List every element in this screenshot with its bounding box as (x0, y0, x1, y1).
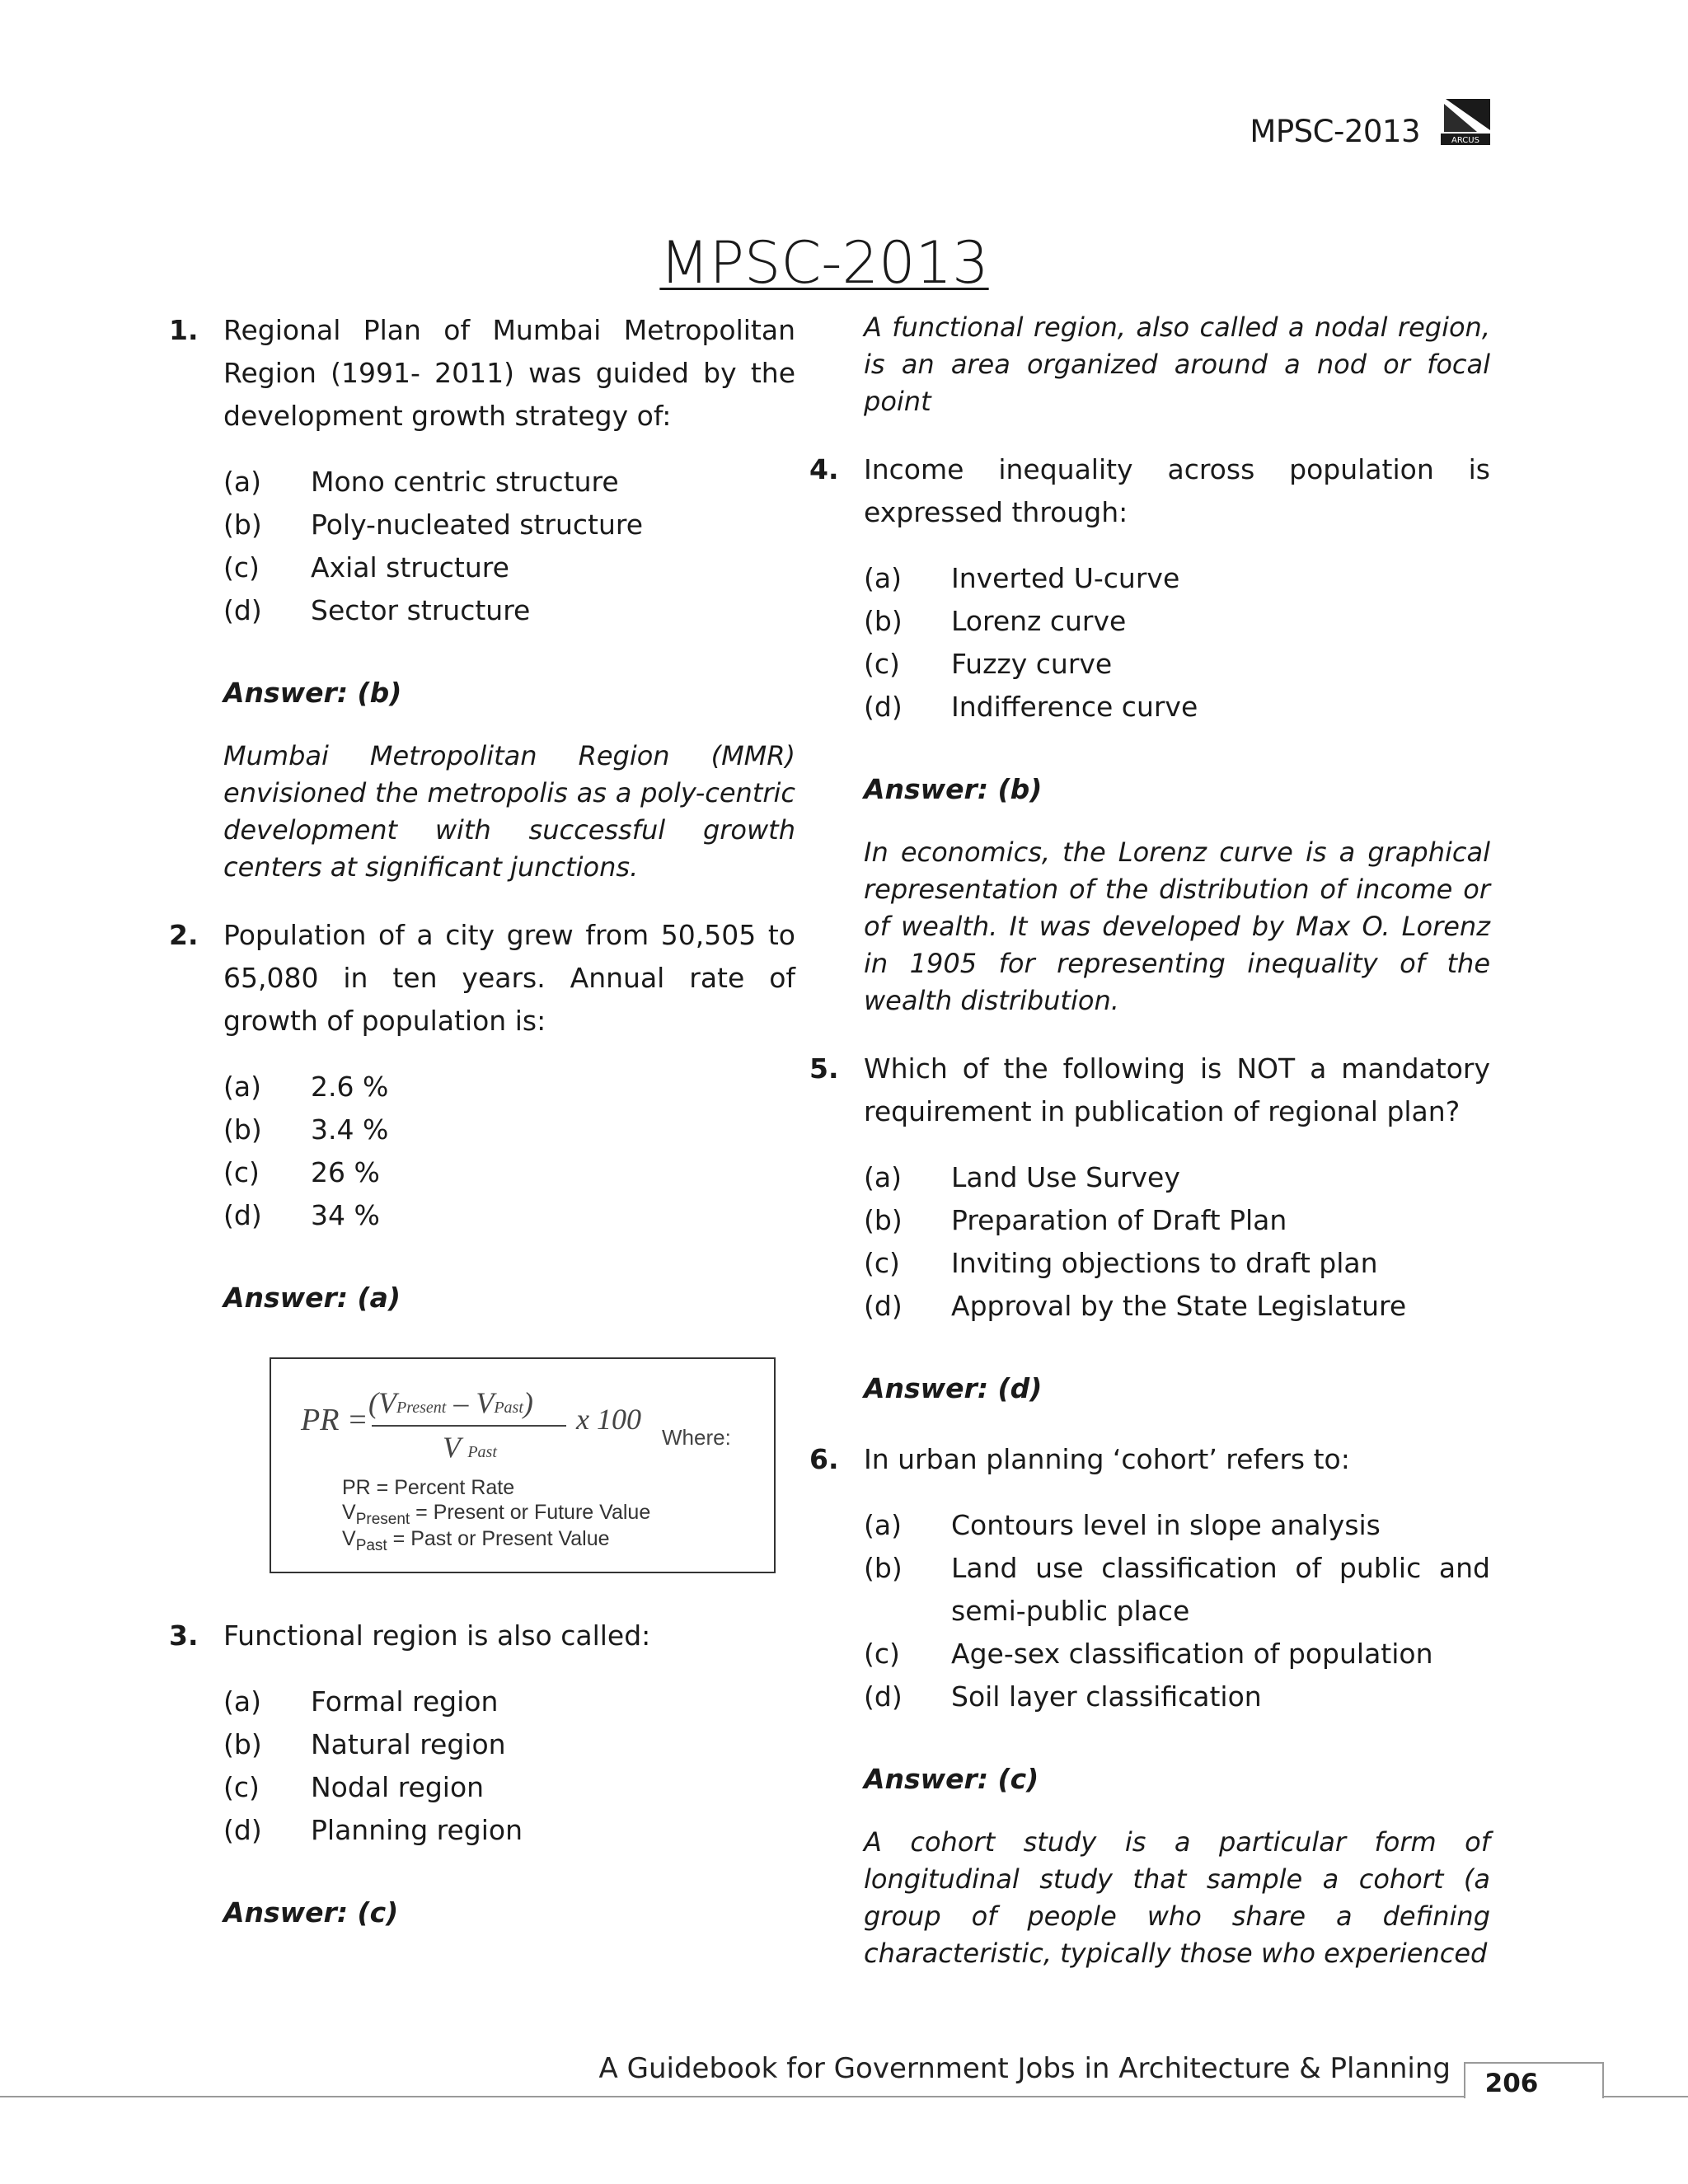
footer-divider (0, 2096, 1688, 2097)
question-6 (809, 1438, 1490, 1972)
option: (d) Indifference curve (864, 691, 1198, 723)
answer: Answer: (b) (223, 677, 402, 709)
question-number: 2. (169, 919, 199, 951)
option: (b) 3.4 % (223, 1113, 389, 1146)
question-number: 1. (169, 314, 199, 346)
option: (c) Axial structure (223, 551, 509, 583)
question-text: Regional Plan of Mumbai Metropolitan Region (1991- 2011) was guided by the development growth strategy of: (223, 314, 795, 432)
question-5 (809, 1047, 1490, 1410)
answer: Answer: (d) (864, 1372, 1043, 1404)
question-4 (809, 448, 1490, 1019)
answer: Answer: (b) (864, 773, 1043, 805)
formula-multiplier: x 100 (576, 1403, 641, 1436)
option: (d) Sector structure (223, 594, 531, 626)
option: (b) Natural region (223, 1728, 506, 1760)
explanation: Mumbai Metropolitan Region (MMR) envisioned the metropolis as a poly-centric development with successful growth centers at significant junctions. (223, 740, 795, 883)
option: (b) Land use classification of public and semi-public place (864, 1552, 1490, 1627)
options-list (864, 557, 1490, 729)
question-text: Population of a city grew from 50,505 to 65,080 in ten years. Annual rate of growth of population is: (223, 919, 795, 1037)
option: (c) Inviting objections to draft plan (864, 1247, 1378, 1279)
option: (a) Formal region (223, 1685, 499, 1718)
question-number: 6. (809, 1443, 839, 1475)
option: (c) Age-sex classification of population (864, 1638, 1433, 1670)
option: (b) Poly-nucleated structure (223, 509, 644, 541)
formula-legend-past: $V_{Past}$ = Past or Present Value (342, 1527, 610, 1554)
option: (b) Preparation of Draft Plan (864, 1204, 1287, 1236)
answer: Answer: (a) (223, 1282, 401, 1314)
options-list (864, 1504, 1490, 1718)
explanation: In economics, the Lorenz curve is a graphical representation of the distribution of income or of wealth. It was developed by Max O. Lorenz in 1905 for representing inequality of the wealth distribution. (864, 837, 1490, 1016)
option: (a) Inverted U-curve (864, 562, 1180, 594)
question-text: Income inequality across population is expressed through: (864, 453, 1490, 528)
option: (d) Soil layer classification (864, 1680, 1262, 1713)
option: (a) Contours level in slope analysis (864, 1509, 1381, 1541)
options-list (223, 1680, 795, 1852)
footer-text: A Guidebook for Government Jobs in Architecture & Planning (598, 2052, 1451, 2085)
header-title: MPSC-2013 (1250, 114, 1420, 149)
option: (d) Approval by the State Legislature (864, 1290, 1407, 1322)
formula-legend-present: $V_{Present}$ = Present or Future Value (342, 1501, 651, 1528)
option: (d) Planning region (223, 1814, 523, 1846)
formula-denominator: V Past (443, 1431, 497, 1464)
left-column (169, 309, 795, 1962)
question-number: 3. (169, 1619, 199, 1652)
options-list (864, 1156, 1490, 1328)
option: (d) 34 % (223, 1199, 380, 1231)
answer: Answer: (c) (223, 1896, 399, 1929)
explanation: A cohort study is a particular form of longitudinal study that sample a cohort (a group of people who share a defining characteristic, typically those who experienced (864, 1826, 1490, 1969)
question-3 (169, 1615, 795, 1934)
right-column (809, 309, 1490, 2000)
options-list (223, 1066, 795, 1237)
question-2 (169, 914, 795, 1573)
formula-legend-pr: PR = Percent Rate (342, 1476, 515, 1499)
option: (c) Fuzzy curve (864, 648, 1113, 680)
option: (c) 26 % (223, 1156, 380, 1188)
option: (a) Mono centric structure (223, 466, 619, 498)
option: (a) Land Use Survey (864, 1161, 1180, 1193)
page-title: MPSC-2013 (659, 229, 989, 297)
options-list (223, 461, 795, 632)
question-number: 5. (809, 1052, 839, 1085)
question-1 (169, 309, 795, 886)
question-number: 4. (809, 453, 839, 485)
option: (c) Nodal region (223, 1771, 485, 1803)
answer: Answer: (c) (864, 1763, 1039, 1795)
arcus-logo-text: ARCUS (1451, 136, 1479, 145)
percent-rate-formula (270, 1357, 776, 1573)
arcus-logo (1441, 97, 1492, 148)
page-number: 206 (1484, 2069, 1539, 2098)
question-text: In urban planning ‘cohort’ refers to: (864, 1443, 1350, 1475)
formula-pr: PR = (301, 1403, 368, 1437)
formula-fraction-bar (372, 1425, 566, 1427)
question-text: Functional region is also called: (223, 1619, 651, 1652)
explanation-continued: A functional region, also called a nodal region, is an area organized around a nod or focal point (864, 312, 1490, 417)
option: (b) Lorenz curve (864, 605, 1127, 637)
question-text: Which of the following is NOT a mandatory requirement in publication of regional plan? (864, 1052, 1490, 1127)
option: (a) 2.6 % (223, 1071, 389, 1103)
formula-numerator: (VPresent – VPast) (368, 1386, 533, 1419)
formula-where: Where: (662, 1425, 731, 1450)
